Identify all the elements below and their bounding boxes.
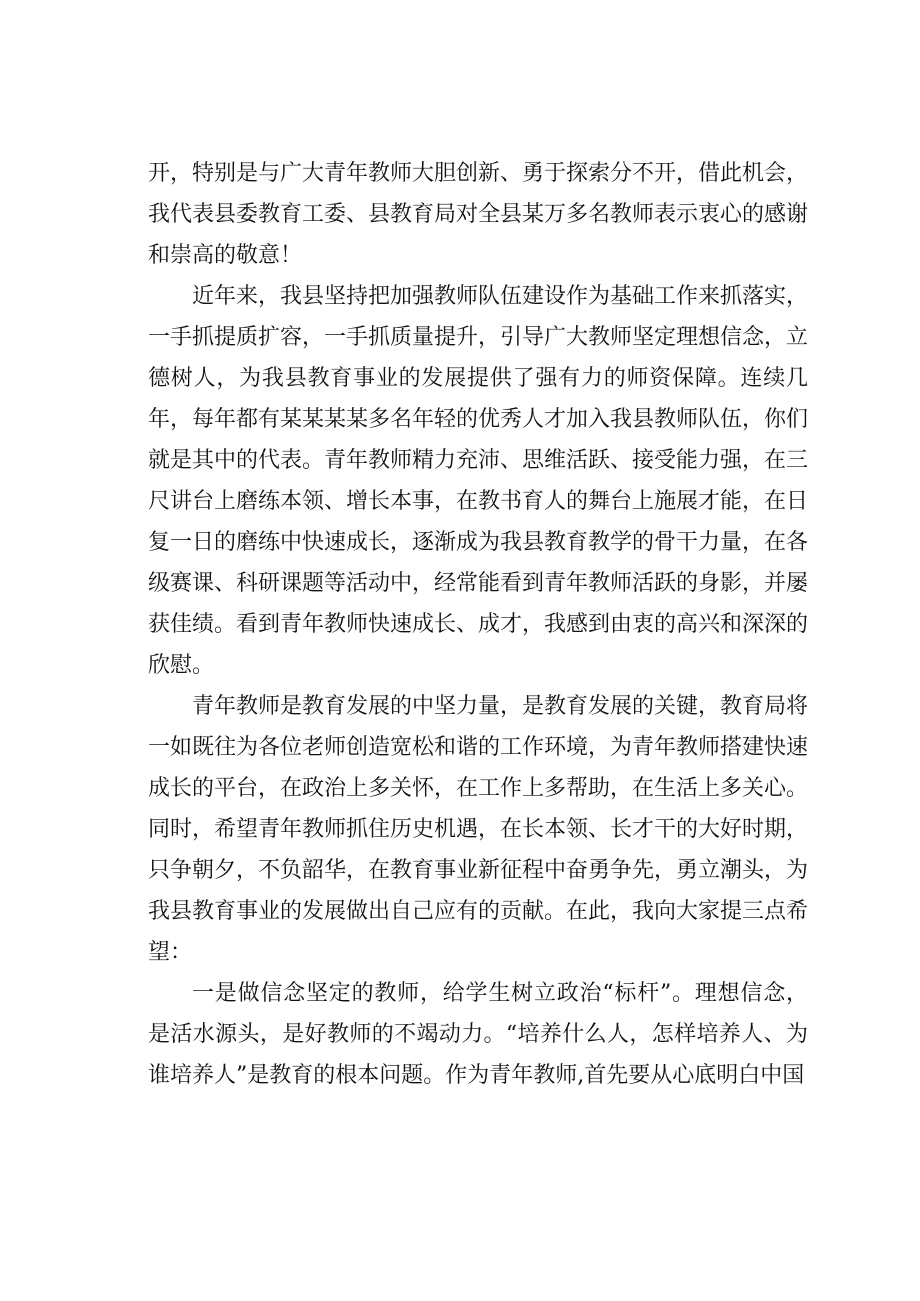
paragraph-3: 青年教师是教育发展的中坚力量，是教育发展的关键，教育局将一如既往为各位老师创造宽松和谐的工作环境，为青年教师搭建快速成长的平台，在政治上多关怀，在工作上多帮助，在生活上多关心。同时，希望青年教师抓住历史机遇，在长本领、长才干的大好时期，只争朝夕，不负韶华，在教育事业新征程中奋勇争先，勇立潮头，为我县教育事业的发展做出自己应有的贡献。在此，我向大家提三点希望： bbox=[148, 694, 809, 965]
paragraph-4: 一是做信念坚定的教师，给学生树立政治“标杆”。理想信念，是活水源头，是好教师的不竭动力。“培养什么人，怎样培养人、为谁培养人”是教育的根本问题。作为青年教师,首先要从心底明白中国 bbox=[148, 981, 808, 1088]
paragraph-1: 开，特别是与广大青年教师大胆创新、勇于探索分不开，借此机会，我代表县委教育工委、县教育局对全县某万多名教师表示衷心的感谢和崇高的敬意！ bbox=[148, 161, 809, 268]
paragraph-2: 近年来，我县坚持把加强教师队伍建设作为基础工作来抓落实，一手抓提质扩容，一手抓质量提升，引导广大教师坚定理想信念，立德树人，为我县教育事业的发展提供了强有力的师资保障。连续几年，每年都有某某某某多名年轻的优秀人才加入我县教师队伍，你们就是其中的代表。青年教师精力充沛、思维活跃、接受能力强，在三尺讲台上磨练本领、增长本事，在教书育人的舞台上施展才能，在日复一日的磨练中快速成长，逐渐成为我县教育教学的骨干力量，在各级赛课、科研课题等活动中，经常能看到青年教师活跃的身影，并屡获佳绩。看到青年教师快速成长、成才，我感到由衷的高兴和深深的欣慰。 bbox=[148, 284, 809, 678]
document-body bbox=[148, 153, 808, 1096]
